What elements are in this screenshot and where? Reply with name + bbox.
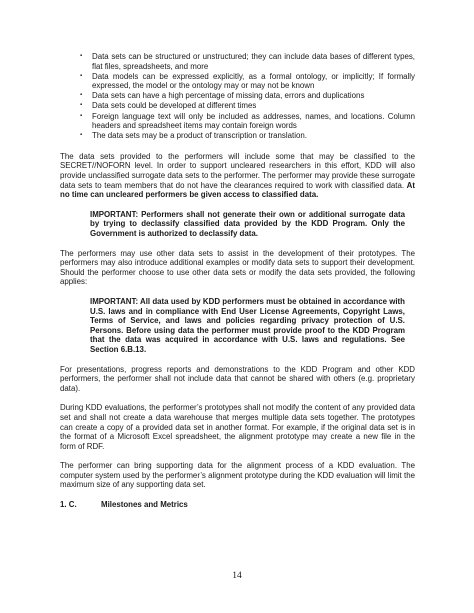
evaluations-paragraph: During KDD evaluations, the performer’s prototypes shall not modify the content of any provided data set and shall not create a data warehouse that merges multiple data sets together. The prototypes can create a copy of a provided data set in another format. For example, if the original data set is in the format of a Microsoft Excel spreadsheet, the alignment prototype may create a new file in the form of RDF. [60, 403, 415, 451]
page-body [60, 52, 415, 510]
bullet-icon: ▪ [80, 102, 83, 109]
list-item-text: Data models can be expressed explicitly, as a formal ontology, or implicitly; If formally expressed, the model or the ontology may or may not be known [92, 71, 415, 91]
list-item [80, 71, 415, 91]
list-item [80, 101, 415, 111]
important-notice-legal-compliance: IMPORTANT: All data used by KDD performers must be obtained in accordance with U.S. laws and in compliance with End User License Agreements, Copyright Laws, Terms of Service, and laws and policies regarding privacy protection of U.S. Persons. Before using data the performer must provide proof to the KDD Program that the data was acquired in accordance with U.S. laws and regulations. See Section 6.B.13. [90, 296, 405, 354]
list-item [80, 111, 415, 131]
data-set-characteristics-list [60, 52, 415, 141]
bullet-icon: ▪ [80, 72, 83, 79]
bullet-icon: ▪ [80, 92, 83, 99]
emphasis-text: At no time can uncleared performers be given access to classified data. [60, 180, 415, 200]
list-item-text: Foreign language text will only be included as addresses, names, and locations. Column headers and spreadsheet items may contain foreign words [92, 111, 415, 131]
section-title: Milestones and Metrics [101, 500, 188, 510]
list-item-text: Data sets can have a high percentage of missing data, errors and duplications [92, 91, 365, 101]
bullet-icon: ▪ [80, 112, 83, 119]
classified-data-paragraph [60, 152, 415, 200]
list-item-text: Data sets could be developed at different times [92, 101, 257, 111]
paragraph-text: The data sets provided to the performers will include some that may be classified to the SECRET//NOFORN level. In order to support uncleared researchers in this effort, KDD will also provide unclassified surrogate data sets to the performer. The performer may provide these surrogate data sets to team members that do not have the clearances required to work with classified data. [60, 151, 415, 190]
list-item [80, 52, 415, 71]
other-data-sets-paragraph: The performers may use other data sets to assist in the development of their prototypes. The performers may also introduce additional examples or modify data sets to support their development. Should the performer choose to use other data sets or modify the data sets provided, the following applies: [60, 248, 415, 287]
list-item-text: Data sets can be structured or unstructured; they can include data bases of different types, flat files, spreadsheets, and more [92, 52, 415, 71]
bullet-icon: ▪ [80, 53, 83, 59]
bullet-icon: ▪ [80, 132, 83, 139]
list-item [80, 131, 415, 141]
section-number: 1. C. [60, 500, 77, 510]
section-heading [60, 500, 415, 510]
supporting-data-paragraph: The performer can bring supporting data for the alignment process of a KDD evaluation. The computer system used by the performer’s alignment prototype during the KDD evaluation will limit the maximum size of any supporting data set. [60, 461, 415, 490]
page-number: 14 [232, 571, 242, 581]
presentations-paragraph: For presentations, progress reports and demonstrations to the KDD Program and other KDD performers, the performer shall not include data that cannot be shared with others (e.g. proprietary data). [60, 364, 415, 393]
list-item [80, 91, 415, 101]
important-notice-surrogate-data: IMPORTANT: Performers shall not generate their own or additional surrogate data by trying to declassify classified data provided by the KDD Program. Only the Government is authorized to declassify data. [90, 209, 405, 238]
list-item-text: The data sets may be a product of transcription or translation. [92, 131, 307, 141]
